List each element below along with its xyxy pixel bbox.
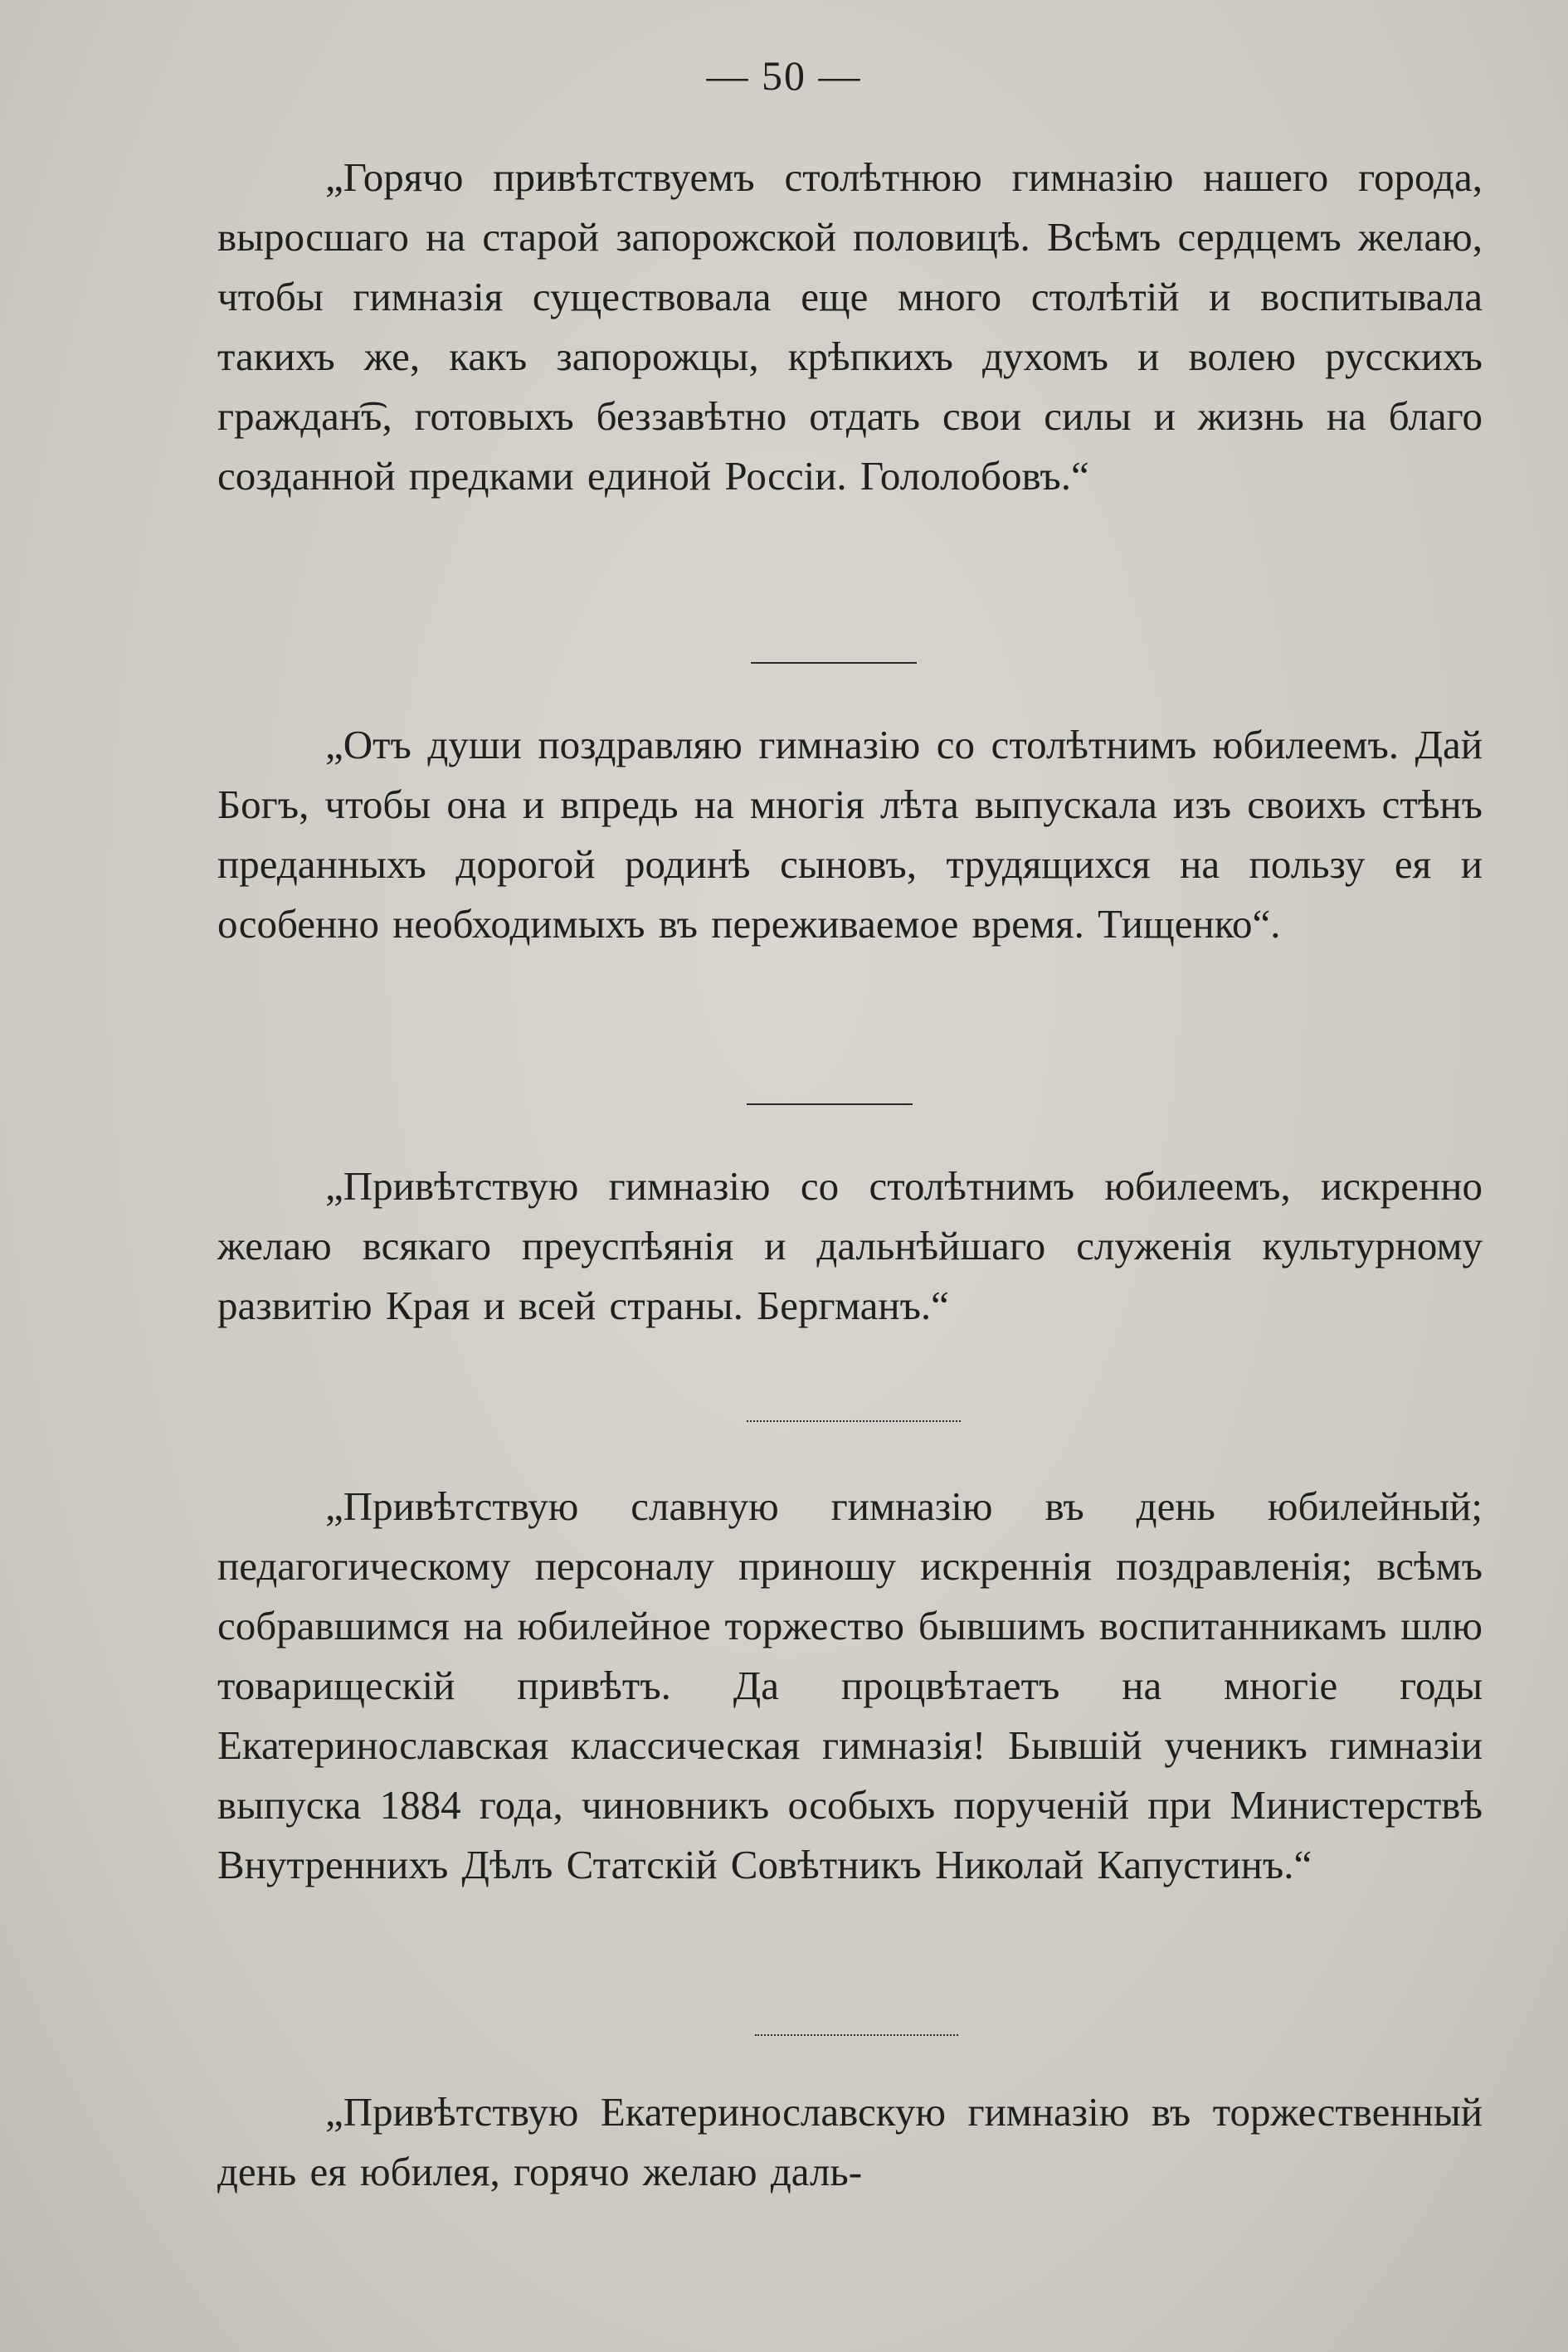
- section-divider: [751, 662, 917, 664]
- section-divider: [747, 1103, 913, 1105]
- paragraph-text: „Привѣтствую Екатеринославскую гимназію въ торжественный день ея юбилея, горячо желаю даль-: [217, 2089, 1483, 2194]
- section-divider: [747, 1420, 961, 1422]
- telegram-paragraph-2: [217, 715, 1483, 954]
- section-divider: [755, 2034, 958, 2036]
- paragraph-text: „Привѣтствую гимназію со столѣтнимъ юбилеемъ, искренно желаю всякаго преуспѣянія и дальнѣйшаго служенія культурному развитію Края и всей страны. Бергманъ.“: [217, 1163, 1483, 1328]
- telegram-paragraph-3: [217, 1157, 1483, 1336]
- paragraph-text: „Привѣтствую славную гимназію въ день юбилейный; педагогическому персоналу приношу искреннія поздравленія; всѣмъ собравшимся на юбилейное торжество бывшимъ воспитанникамъ шлю товарищескій привѣтъ. Да процвѣтаетъ на многіе годы Екатеринославская классическая гимназія! Бывшій ученикъ гимназіи выпуска 1884 года, чиновникъ особыхъ порученій при Министерствѣ Внутреннихъ Дѣлъ Статскій Совѣтникъ Николай Капустинъ.“: [217, 1483, 1483, 1887]
- telegram-paragraph-4: [217, 1477, 1483, 1895]
- page-number: — 50 —: [706, 52, 862, 99]
- paragraph-text: „Отъ души поздравляю гимназію со столѣтнимъ юбилеемъ. Дай Богъ, чтобы она и впредь на многія лѣта выпускала изъ своихъ стѣнъ преданныхъ дорогой родинѣ сыновъ, трудящихся на пользу ея и особенно необходимыхъ въ переживаемое время. Тищенко“.: [217, 722, 1483, 947]
- telegram-paragraph-1: [217, 148, 1483, 506]
- telegram-paragraph-5: [217, 2082, 1483, 2202]
- paragraph-text: „Горячо привѣтствуемъ столѣтнюю гимназію нашего города, выросшаго на старой запорожской половицѣ. Всѣмъ сердцемъ желаю, чтобы гимназія существовала еще много столѣтій и воспитывала такихъ же, какъ запорожцы, крѣпкихъ духомъ и волею русскихъ граждан͡ъ, готовыхъ беззавѣтно отдать свои силы и жизнь на благо созданной предками единой Россіи. Гололобовъ.“: [217, 154, 1483, 499]
